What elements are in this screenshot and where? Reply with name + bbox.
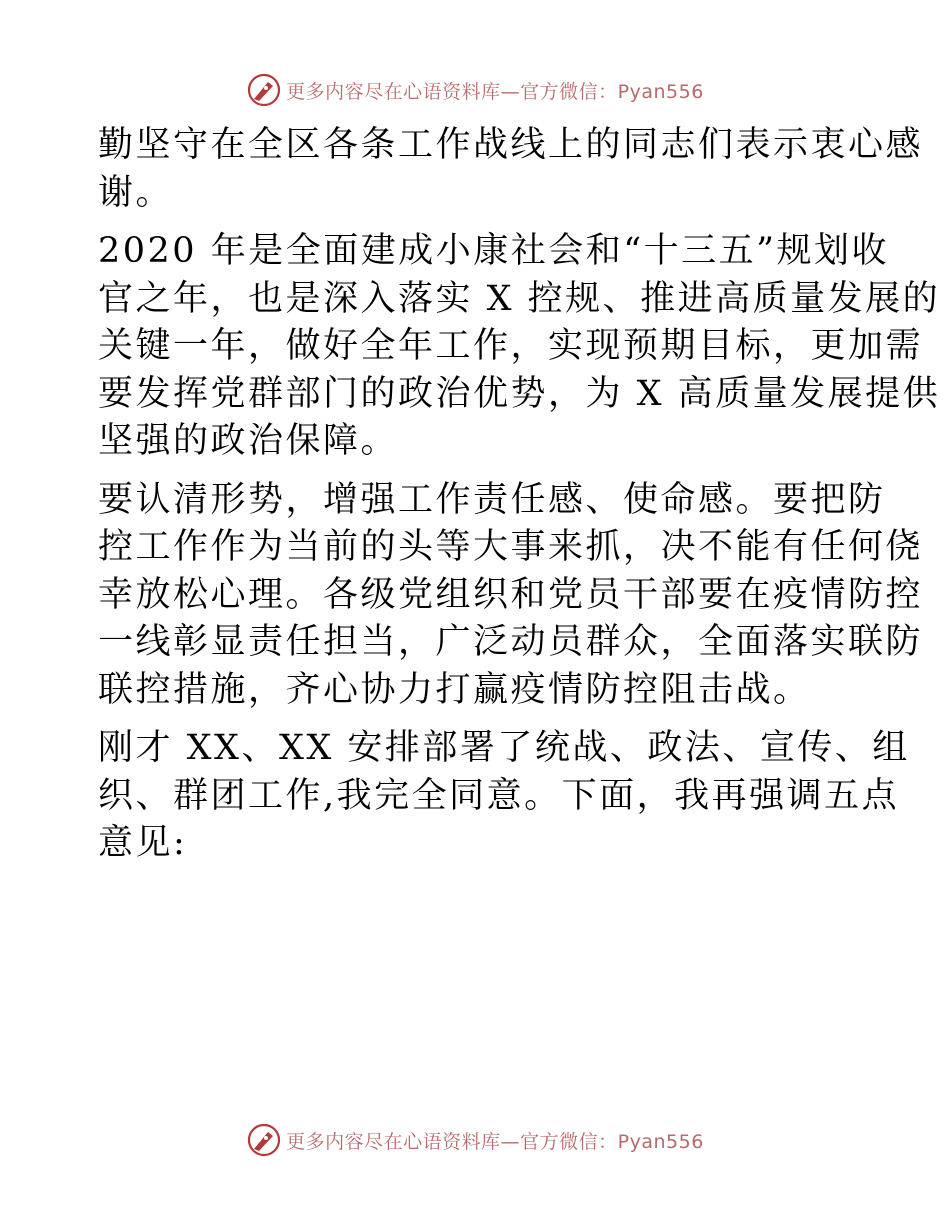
text-line: 官之年，也是深入落实 X 控规、推进高质量发展的 [98,278,941,319]
text-line: 一线彰显责任担当，广泛动员群众，全面落实联防 [98,622,924,662]
watermark-text: 更多内容尽在心语资料库—官方微信：Pyan556 [286,80,704,103]
paragraph-4 [98,725,910,868]
text-line: 谢。 [98,172,174,213]
paragraph-2 [98,228,941,466]
text-line: 2020 年是全面建成小康社会和“十三五”规划收 [98,231,889,271]
pen-nib-circle-icon [246,1122,282,1158]
text-line: 织、群团工作,我完全同意。下面，我再强调五点 [98,775,900,816]
footer-watermark [0,1120,950,1160]
document-body [98,122,941,879]
pen-nib-circle-icon [246,72,282,108]
watermark-text: 更多内容尽在心语资料库—官方微信：Pyan556 [286,1130,704,1153]
text-line: 勤坚守在全区各条工作战线上的同志们表示衷心感 [98,125,924,165]
text-line: 要认清形势，增强工作责任感、使命感。要把防 [98,479,886,520]
text-line: 联控措施，齐心协力打赢疫情防控阻击战。 [98,669,811,710]
text-line: 意见: [98,823,188,863]
paragraph-3 [98,477,924,715]
header-watermark [0,70,950,110]
text-line: 刚才 XX、XX 安排部署了统战、政法、宣传、组 [98,728,910,768]
text-line: 关键一年，做好全年工作，实现预期目标，更加需 [98,326,924,366]
text-line: 要发挥党群部门的政治优势，为 X 高质量发展提供 [98,373,941,414]
text-line: 坚强的政治保障。 [98,421,399,461]
text-line: 控工作作为当前的头等大事来抓，决不能有任何侥 [98,527,924,567]
text-line: 幸放松心理。各级党组织和党员干部要在疫情防控 [98,574,924,615]
paragraph-1 [98,122,924,217]
